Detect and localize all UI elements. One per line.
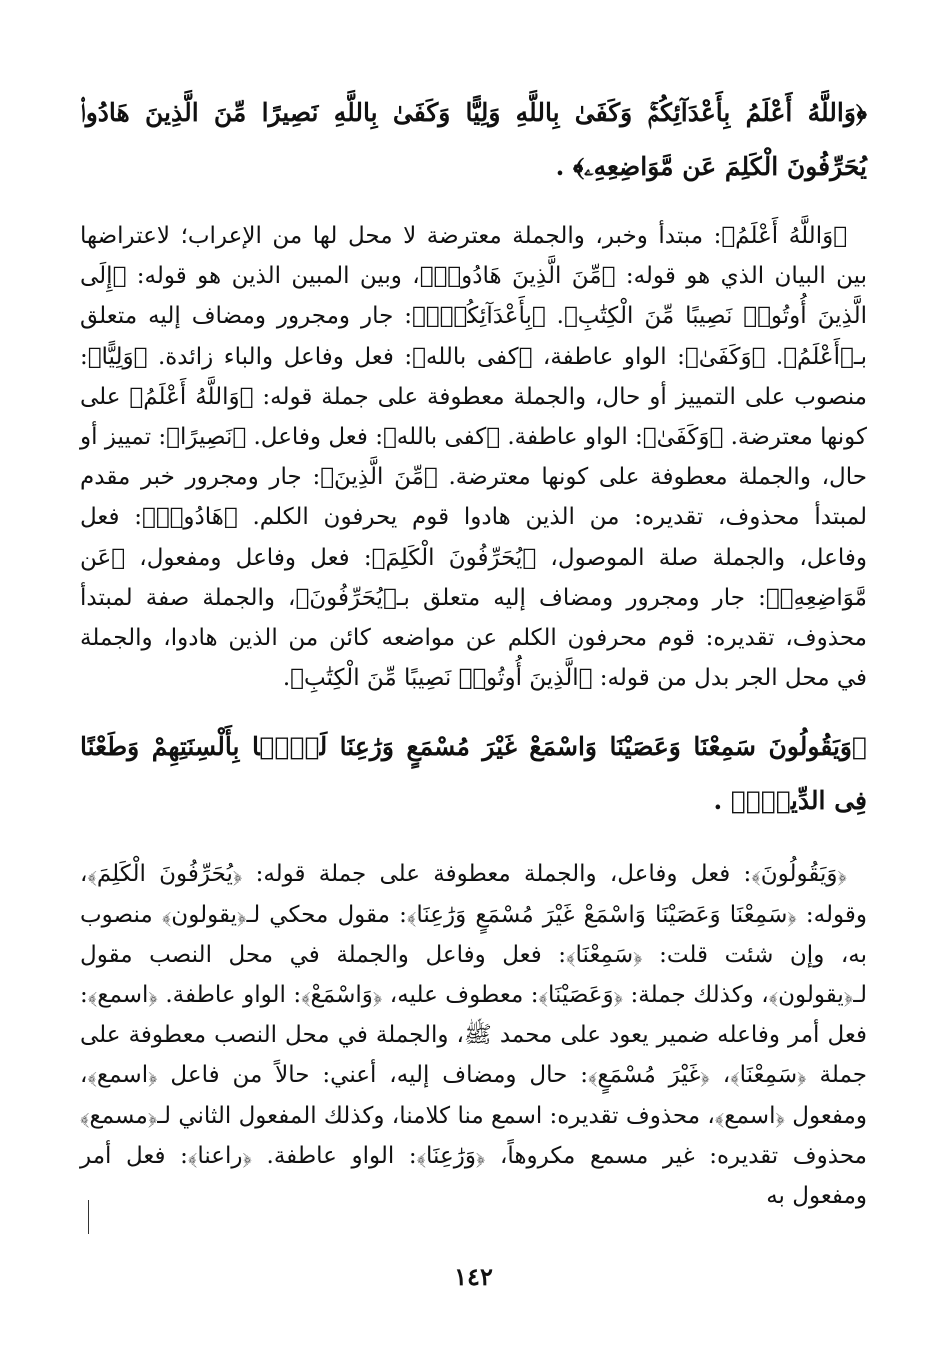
spacer	[80, 828, 867, 854]
quran-verse-1: ﴿وَاللَّهُ أَعْلَمُ بِأَعْدَآئِكُمْۚ وَكَفَىٰ بِاللَّهِ وَلِيًّا وَكَفَىٰ بِاللَّهِ نَصِيرًا مِّنَ الَّذِينَ هَادُوا۟ يُحَرِّفُونَ الْكَلِمَ عَن مَّوَاضِعِهِۦ﴾ .	[80, 98, 867, 181]
commentary-paragraph-2: ﴿وَيَقُولُونَ﴾: فعل وفاعل، والجملة معطوفة على جملة قوله: ﴿يُحَرِّفُونَ الْكَلِمَ﴾، وقوله: ﴿سَمِعْنَا وَعَصَيْنَا وَاسْمَعْ غَيْرَ مُسْمَعٍ وَرَٰعِنَا﴾: مقول محكي لـ﴿يقولون﴾ منصوب به، وإن شئت قلت: ﴿سَمِعْنَا﴾: فعل وفاعل والجملة في محل النصب مقول لـ﴿يقولون﴾، وكذلك جملة: ﴿وَعَصَيْنَا﴾: معطوف عليه، ﴿وَاسْمَعْ﴾: الواو عاطفة. ﴿اسمع﴾: فعل أمر وفاعله ضمير يعود على محمد ﷺ، والجملة في محل النصب معطوفة على جملة ﴿سَمِعْنَا﴾، ﴿غَيْرَ مُسْمَعٍ﴾: حال ومضاف إليه، أعني: حالاً من فاعل ﴿اسمع﴾، ومفعول ﴿اسمع﴾، محذوف تقديره: اسمع منا كلامنا، وكذلك المفعول الثاني لـ﴿مسمع﴾ محذوف تقديره: غير مسمع مكروهاً، ﴿وَرَٰعِنَا﴾: الواو عاطفة. ﴿راعنا﴾: فعل أمر ومفعول به	[80, 861, 867, 1210]
spacer	[80, 698, 867, 720]
margin-mark	[88, 1200, 89, 1234]
page-number: ١٤٢	[454, 1262, 493, 1291]
spacer	[80, 194, 867, 216]
quran-verse-2: ﴿وَيَقُولُونَ سَمِعْنَا وَعَصَيْنَا وَاسْمَعْ غَيْرَ مُسْمَعٍ وَرَٰعِنَا لَيًّۢا بِأَلْسِنَتِهِمْ وَطَعْنًا فِى الدِّينِۚ﴾ .	[80, 732, 867, 816]
commentary-paragraph-1: ﴿وَاللَّهُ أَعْلَمُ﴾: مبتدأ وخبر، والجملة معترضة لا محل لها من الإعراب؛ لاعتراضها بين البيان الذي هو قوله: ﴿مِّنَ الَّذِينَ هَادُوا۟﴾، وبين المبين الذين هو قوله: ﴿إِلَى الَّذِينَ أُوتُوا۟ نَصِيبًا مِّنَ الْكِتَٰبِ﴾. ﴿بِأَعْدَآئِكُمْۚ﴾: جار ومجرور ومضاف إليه متعلق بـ﴿أَعْلَمُ﴾. ﴿وَكَفَىٰ﴾: الواو عاطفة، ﴿كفى بالله﴾: فعل وفاعل والباء زائدة. ﴿وَلِيًّا﴾: منصوب على التمييز أو حال، والجملة معطوفة على جملة قوله: ﴿وَاللَّهُ أَعْلَمُ﴾ على كونها معترضة. ﴿وَكَفَىٰ﴾: الواو عاطفة. ﴿كفى بالله﴾: فعل وفاعل. ﴿نَصِيرًا﴾: تمييز أو حال، والجملة معطوفة على كونها معترضة. ﴿مِّنَ الَّذِينَ﴾: جار ومجرور خبر مقدم لمبتدأ محذوف، تقديره: من الذين هادوا قوم يحرفون الكلم. ﴿هَادُوا۟﴾: فعل وفاعل، والجملة صلة الموصول، ﴿يُحَرِّفُونَ الْكَلِمَ﴾: فعل وفاعل ومفعول، ﴿عَن مَّوَاضِعِهِۦ﴾: جار ومجرور ومضاف إليه متعلق بـ﴿يُحَرِّفُونَ﴾، والجملة صفة لمبتدأ محذوف، تقديره: قوم محرفون الكلم عن مواضعه كائن من الذين هادوا، والجملة في محل الجر بدل من قوله: ﴿الَّذِينَ أُوتُوا۟ نَصِيبًا مِّنَ الْكِتَٰبِ﴾.	[80, 223, 867, 692]
